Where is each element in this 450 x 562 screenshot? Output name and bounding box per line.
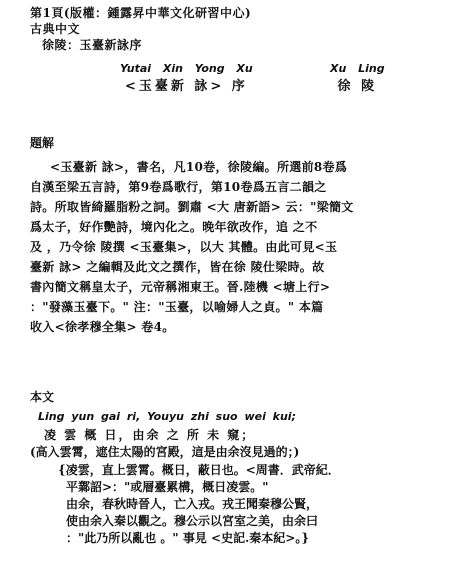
- author-title: [330, 62, 385, 94]
- category-line: 古典中文: [30, 22, 81, 36]
- intro-heading: 題解: [30, 136, 55, 150]
- work-title-hanzi: <玉臺新 詠> 序: [124, 79, 248, 94]
- intro-line: 自漢至梁五言詩，第9卷爲歌行，第10卷爲五言二韻之: [30, 180, 327, 194]
- verse-original: 凌 雲 概 日，由余 之 所 未 窺；: [44, 428, 256, 442]
- author-pinyin: Xu Ling: [330, 62, 385, 75]
- work-title: [120, 62, 253, 94]
- intro-line: 詩。所取皆綺羅脂粉之詞。劉肅 <大 唐新語> 云："梁簡文: [30, 200, 354, 214]
- annotation-line: 平鄴詔>："或層臺累構，概日凌雲。": [66, 480, 269, 494]
- author-hanzi: 徐 陵: [337, 79, 378, 94]
- annotation-line: 由余，春秋時晉人，亡入戎。戎王聞秦穆公賢，: [66, 497, 319, 511]
- intro-line: 書內簡文稱皇太子，元帝稱湘東王。晉.陸機 <塘上行>: [30, 280, 331, 294]
- work-title-pinyin: Yutai Xin Yong Xu: [120, 62, 253, 75]
- body-heading: 本文: [30, 390, 55, 404]
- annotation-line: ："此乃所以亂也 。" 事見 <史記.秦本紀>。}: [66, 531, 310, 545]
- annotation-line: 使由余入秦以觀之。穆公示以宮室之美，由余曰: [66, 514, 319, 528]
- subject-line: 徐陵：玉臺新詠序: [42, 38, 143, 52]
- intro-line: 爲太子，好作艷詩，境內化之。晚年欲改作，追 之不: [30, 220, 318, 234]
- intro-line: 臺新 詠> 之編輯及此文之撰作，皆在徐 陵仕梁時。故: [30, 260, 325, 274]
- verse-pinyin: Ling yun gai ri, Youyu zhi suo wei kui;: [38, 410, 296, 423]
- copyright-line: 第1頁(版權：鍾露昇中華文化研習中心): [30, 6, 252, 20]
- intro-line: 收入<徐孝穆全集> 卷4。: [30, 320, 175, 334]
- annotation-line: {凌雲，直上雲霄。概日，蔽日也。<周書．武帝紀．: [58, 463, 340, 477]
- intro-line: <玉臺新 詠>，書名，凡10卷，徐陵編。所選前8卷爲: [50, 160, 348, 174]
- verse-translation: (高入雲霄，遮住太陽的宮殿，這是由余沒見過的；): [30, 445, 300, 459]
- intro-line: 及 ，乃令徐 陵撰 <玉臺集>，以大 其體。由此可見<玉: [30, 240, 338, 254]
- intro-line: ："發藻玉臺下。" 注："玉臺，以喻婦人之貞。" 本篇: [30, 300, 324, 314]
